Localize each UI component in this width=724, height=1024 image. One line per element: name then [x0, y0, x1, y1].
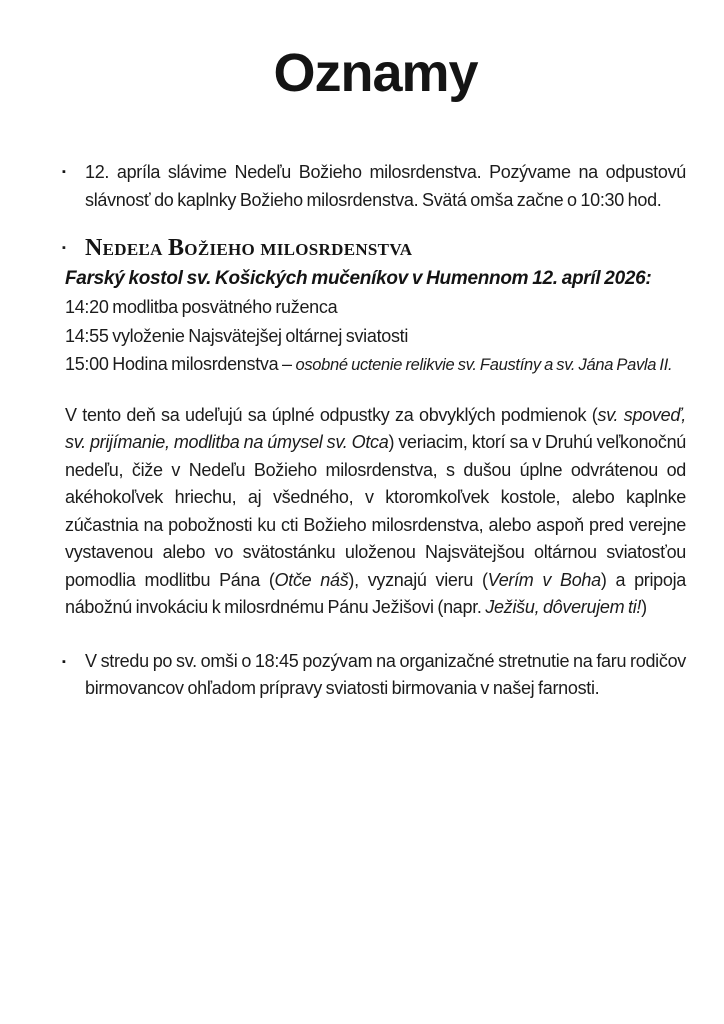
section-heading-text: Nedeľa Božieho milosrdenstva [85, 235, 413, 261]
announcement-confirmation-meeting-text: V stredu po sv. omši o 18:45 pozývam na organizačné stretnutie na faru rodičov birmovancov ohľadom prípravy sviatosti birmovania v našej farnosti. [85, 650, 686, 698]
indulgence-paragraph: V tento deň sa udeľujú sa úplné odpustky za obvyklých podmienok (sv. spoveď, sv. prijímanie, modlitba na úmysel sv. Otca) veriacim, ktorí sa v Druhú veľkonočnú nedeľu, čiže v Nedeľu Božieho milosrdenstva, s dušou úplne odvrátenou od akéhokoľvek hriechu, aj všedného, v ktoromkoľvek kostole, alebo kaplnke zúčastnia na pobožnosti ku cti Božieho milosrdenstva, alebo aspoň pred verejne vystavenou alebo vo svätostánku uloženou Najsvätejšou oltárnou sviatosťou pomodlia modlitbu Pána (Otče náš), vyznajú vieru (Verím v Boha) a pripoja nábožnú invokáciu k milosrdnému Pánu Ježišovi (napr. Ježišu, dôverujem ti!) [65, 404, 687, 617]
church-location-line: Farský kostol sv. Košických mučeníkov v Humennom 12. apríl 2026: [65, 268, 652, 289]
bullet-square-icon: ▪ [62, 166, 66, 178]
schedule-line-mercy-hour [65, 350, 686, 380]
section-heading-mercy-sunday [62, 233, 686, 263]
schedule-line-rosary-text: 14:20 modlitba posvätného ruženca [65, 297, 338, 317]
schedule-line-mercy-hour-note: osobné uctenie relikvie sv. Faustíny a sv. Jána Pavla II. [295, 356, 673, 374]
mercy-schedule [65, 293, 686, 380]
bullet-square-icon: ▪ [62, 655, 66, 668]
schedule-line-rosary [65, 293, 686, 322]
schedule-line-mercy-hour-text: 15:00 Hodina milosrdenstva – [65, 354, 296, 374]
schedule-line-exposition-text: 14:55 vyloženie Najsvätejšej oltárnej sviatosti [65, 325, 409, 346]
announcement-mercy-sunday [62, 158, 686, 214]
page-title: Oznamy [273, 43, 478, 103]
schedule-line-exposition [65, 322, 686, 351]
bullet-square-icon: ▪ [62, 242, 66, 254]
announcement-mercy-sunday-text: 12. apríla slávime Nedeľu Božieho milosrdenstva. Pozývame na odpustovú slávnosť do kaplnky Božieho milosrdenstva. Svätá omša začne o 10:30 hod. [85, 162, 686, 210]
announcement-confirmation-meeting [62, 648, 686, 703]
